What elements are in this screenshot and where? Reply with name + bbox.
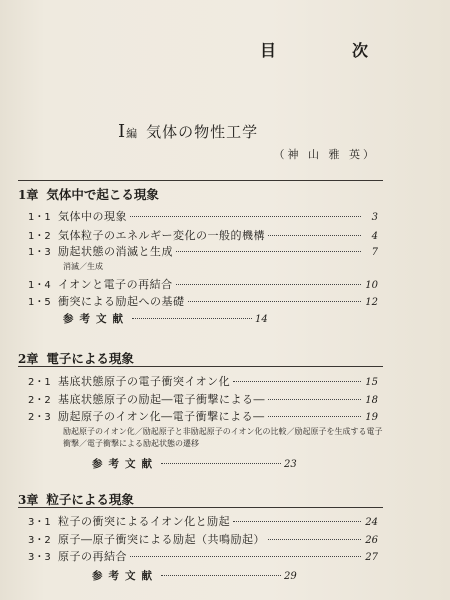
entry-number: 1・3 [28,247,51,258]
leader-dots [268,235,361,236]
references-label: 参考文献 [92,570,158,582]
entry-title: 原子の再結合 [58,550,127,563]
toc-subtopics-2-3: 励起原子のイオン化／励起原子と非励起原子のイオン化の比較／励起原子を生成する電子衝撃／電子衝撃による励起状態の遷移 [63,427,383,448]
entry-title: 励起原子のイオン化―電子衝撃による― [58,410,265,423]
leader-dots [161,463,281,464]
entry-page: 18 [365,395,378,406]
entry-title: イオンと電子の再結合 [58,278,173,291]
entry-title: 原子―原子衝突による励起（共鳴励起） [58,533,265,546]
toc-entry-3-1[interactable] [28,513,378,527]
chapter-1-number: 1章 [18,188,39,202]
chapter-3-rule [18,507,383,508]
leader-dots [176,284,361,285]
toc-entry-1-2[interactable] [28,227,378,241]
leader-dots [130,556,361,557]
toc-title [188,38,372,61]
entry-page: 26 [365,535,378,546]
entry-title: 気体中の現象 [58,210,127,223]
toc-entry-3-2[interactable] [28,531,378,545]
toc-entry-2-3[interactable] [28,408,378,422]
leader-dots [188,301,362,302]
references-1[interactable] [63,311,268,325]
references-page: 23 [284,459,297,470]
part-author: （神 山 雅 英） [273,148,377,161]
chapter-2-rule [18,366,383,367]
toc-entry-2-1[interactable] [28,373,378,387]
references-page: 14 [255,314,268,325]
leader-dots [132,318,252,319]
entry-title: 気体粒子のエネルギー変化の一般的機構 [58,229,265,242]
leader-dots [268,399,361,400]
chapter-2-heading [18,349,134,367]
references-page: 29 [284,571,297,582]
chapter-3-number: 3章 [18,493,39,507]
entry-title: 励起状態の消滅と生成 [58,245,173,258]
chapter-3-title: 粒子による現象 [46,492,134,507]
toc-title-char-2: 次 [351,41,372,60]
entry-title: 衝突による励起への基礎 [58,295,185,308]
toc-entry-2-2[interactable] [28,391,378,405]
leader-dots [233,521,361,522]
entry-page: 4 [371,231,378,242]
chapter-2-number: 2章 [18,352,39,366]
chapter-1-heading [18,185,159,203]
part-heading [118,121,258,142]
chapter-1-rule [18,180,383,181]
entry-title: 基底状態原子の電子衝突イオン化 [58,375,231,388]
toc-title-char-1: 目 [259,41,280,60]
entry-number: 2・1 [28,377,51,388]
entry-page: 12 [365,297,378,308]
toc-entry-3-3[interactable] [28,548,378,562]
toc-entry-1-3[interactable] [28,243,378,257]
leader-dots [268,539,361,540]
entry-number: 1・1 [28,212,51,223]
entry-page: 19 [365,412,378,423]
entry-number: 3・2 [28,535,51,546]
entry-page: 27 [365,552,378,563]
entry-page: 24 [365,517,378,528]
entry-title: 基底状態原子の励起―電子衝撃による― [58,393,265,406]
entry-title: 粒子の衝突によるイオン化と励起 [58,515,231,528]
references-2[interactable] [92,456,297,470]
entry-number: 2・2 [28,395,51,406]
references-label: 参考文献 [92,458,158,470]
entry-page: 10 [365,280,378,291]
toc-subtopics-1-3: 消滅／生成 [63,262,103,271]
toc-entry-1-4[interactable] [28,276,378,290]
leader-dots [130,216,361,217]
references-label: 参考文献 [63,313,129,325]
entry-page: 3 [371,212,378,223]
toc-entry-1-5[interactable] [28,293,378,307]
leader-dots [161,575,281,576]
part-title: 気体の物性工学 [146,123,259,141]
entry-number: 2・3 [28,412,51,423]
entry-page: 15 [365,377,378,388]
entry-number: 3・3 [28,552,51,563]
part-number: I [118,121,127,142]
entry-number: 1・4 [28,280,51,291]
leader-dots [268,416,361,417]
entry-number: 1・5 [28,297,51,308]
entry-number: 1・2 [28,231,51,242]
toc-entry-1-1[interactable] [28,208,378,222]
part-label: 編 [126,127,139,140]
references-3[interactable] [92,568,297,582]
chapter-3-heading [18,490,134,508]
leader-dots [233,381,361,382]
entry-number: 3・1 [28,517,51,528]
chapter-1-title: 気体中で起こる現象 [46,187,159,202]
entry-page: 7 [371,247,378,258]
leader-dots [176,251,361,252]
chapter-2-title: 電子による現象 [46,351,134,366]
